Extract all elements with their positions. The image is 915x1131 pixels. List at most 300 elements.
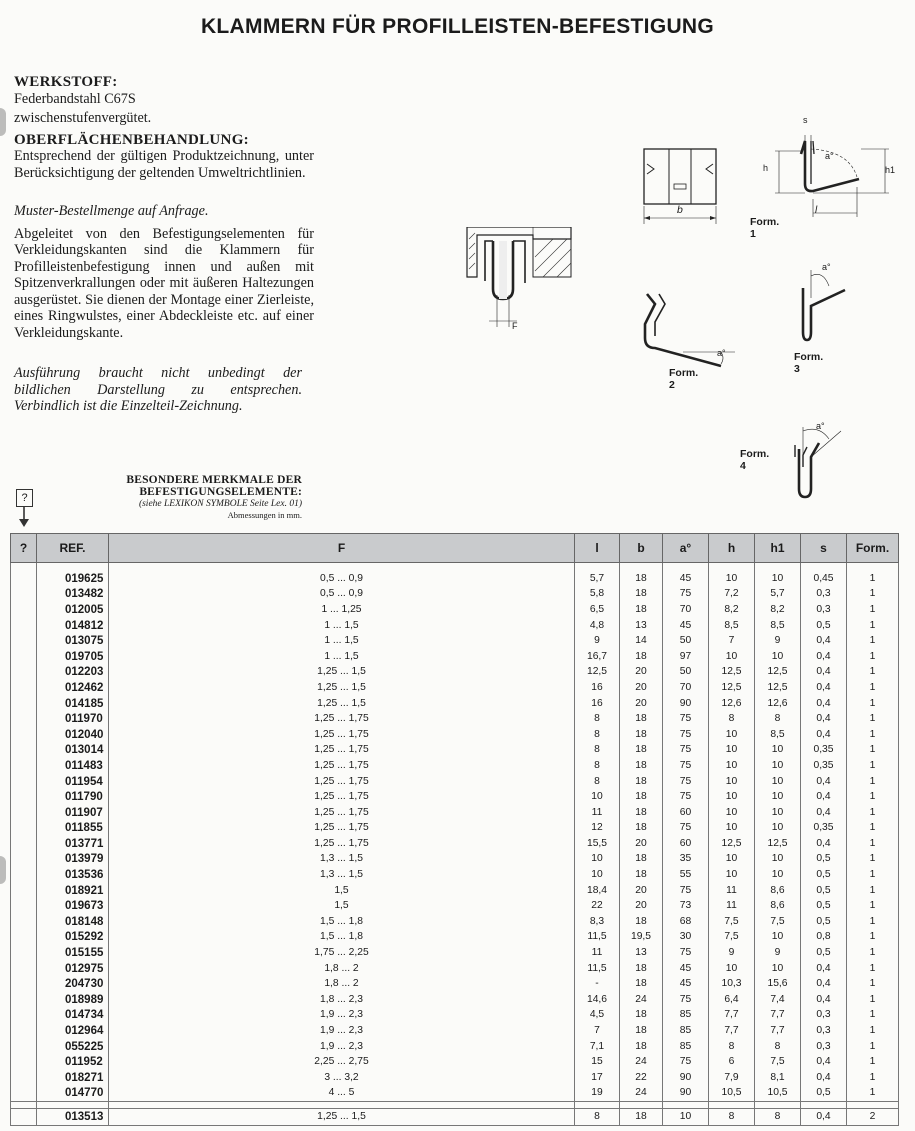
dim-a-label: a° [825,151,834,161]
form4-drawing [785,417,865,507]
cell-ref: 011790 [37,789,109,805]
cell-ref: 018989 [37,992,109,1008]
cell-h1: 9 [755,633,801,649]
cell-s: 0,4 [801,992,847,1008]
spacer-cell [847,1102,899,1109]
cell-ref: 011855 [37,821,109,837]
cell-q [11,1023,37,1039]
table-row [11,1008,899,1024]
cell-h: 12,6 [709,696,755,712]
form4-label: Form. 4 [740,448,770,472]
cell-l: 11 [575,805,620,821]
cell-b: 18 [620,774,663,790]
cell-a: 45 [663,618,709,634]
cell-form: 1 [847,883,899,899]
cell-q [11,945,37,961]
spacer-cell [37,1102,109,1109]
spacer-cell [575,1102,620,1109]
cell-ref: 014734 [37,1008,109,1024]
table-row [11,1086,899,1102]
cell-ref: 013536 [37,867,109,883]
cell-b: 20 [620,665,663,681]
cell-b: 18 [620,805,663,821]
cell-h1: 8 [755,711,801,727]
cell-s: 0,4 [801,1109,847,1126]
cell-a: 75 [663,743,709,759]
cell-l: 11 [575,945,620,961]
cell-form: 1 [847,1008,899,1024]
cell-b: 18 [620,587,663,603]
cell-l: 19 [575,1086,620,1102]
header-col-f: F [109,534,575,563]
cell-s: 0,45 [801,571,847,587]
cell-h1: 10 [755,571,801,587]
cell-a: 50 [663,633,709,649]
muster-text: Muster-Bestellmenge auf Anfrage. [14,203,209,219]
cell-form: 1 [847,961,899,977]
cell-l: 17 [575,1070,620,1086]
cell-q [11,1086,37,1102]
cell-h1: 8 [755,1109,801,1126]
cell-f: 1,3 ... 1,5 [109,852,575,868]
cell-l: 8 [575,758,620,774]
cell-a: 10 [663,1109,709,1126]
table-row [11,665,899,681]
cell-form: 1 [847,836,899,852]
table-row [11,976,899,992]
cell-s: 0,4 [801,649,847,665]
werkstoff-line-1: Federbandstahl C67S [14,90,136,107]
cell-s: 0,4 [801,680,847,696]
cell-ref: 018921 [37,883,109,899]
cell-s: 0,4 [801,836,847,852]
table-row [11,852,899,868]
spacer-cell [755,1102,801,1109]
cell-s: 0,5 [801,945,847,961]
cell-l: 11,5 [575,961,620,977]
cell-h: 10 [709,821,755,837]
cell-s: 0,4 [801,774,847,790]
cell-a: 45 [663,976,709,992]
cell-f: 1,25 ... 1,75 [109,743,575,759]
cell-h1: 8,5 [755,727,801,743]
form3-drawing [785,260,855,350]
cell-f: 1,9 ... 2,3 [109,1023,575,1039]
cell-a: 75 [663,883,709,899]
header-col-b: b [620,534,663,563]
cell-q [11,961,37,977]
cell-s: 0,4 [801,696,847,712]
spacer-cell [663,563,709,572]
cell-h1: 9 [755,945,801,961]
cell-q [11,852,37,868]
cell-form: 1 [847,1070,899,1086]
cell-h: 8 [709,711,755,727]
cell-h1: 10 [755,743,801,759]
cell-h: 10 [709,789,755,805]
cell-q [11,1070,37,1086]
cell-q [11,1054,37,1070]
cell-f: 1 ... 1,25 [109,602,575,618]
cell-l: 8 [575,711,620,727]
binder-hole [0,856,6,884]
cell-h: 10 [709,961,755,977]
table-row [11,992,899,1008]
cell-form: 1 [847,789,899,805]
cell-s: 0,4 [801,711,847,727]
cell-l: 12 [575,821,620,837]
cell-ref: 018148 [37,914,109,930]
cell-h1: 7,7 [755,1023,801,1039]
spacer-cell [755,563,801,572]
beschreibung-text: Abgeleitet von den Befestigungselementen für Verkleidungskanten sind die Klammern für Profilleistenbefestigung innen und außen mit Spitzenverkrallungen oder mit äußeren Haltezungen ausgerüstet. Sie dienen der Montage einer Zierleiste, eines Ringwulstes, einer Abdeckleiste etc. auf einer Verkleidungskante. [14,225,314,341]
cell-a: 75 [663,711,709,727]
cell-s: 0,35 [801,821,847,837]
cell-q [11,665,37,681]
cell-s: 0,4 [801,1054,847,1070]
spacer-cell [11,1102,37,1109]
cell-f: 1,9 ... 2,3 [109,1039,575,1055]
cell-f: 1,8 ... 2 [109,961,575,977]
cell-ref: 019673 [37,898,109,914]
cell-b: 24 [620,1086,663,1102]
merkmale-abmessungen: Abmessungen in mm. [227,510,302,520]
table-row [11,696,899,712]
werkstoff-line-2: zwischenstufenvergütet. [14,110,152,126]
cell-b: 19,5 [620,930,663,946]
cell-ref: 014812 [37,618,109,634]
cell-a: 90 [663,696,709,712]
cell-form: 1 [847,992,899,1008]
form2-label: Form. 2 [669,367,699,391]
cell-h: 7,7 [709,1008,755,1024]
cell-s: 0,4 [801,665,847,681]
cell-ref: 015292 [37,930,109,946]
cell-s: 0,5 [801,618,847,634]
cell-f: 1,25 ... 1,75 [109,711,575,727]
cell-f: 1,5 ... 1,8 [109,914,575,930]
cell-q [11,930,37,946]
cell-h: 12,5 [709,680,755,696]
header-col-a: a° [663,534,709,563]
cell-ref: 015155 [37,945,109,961]
table-row [11,633,899,649]
spacer-cell [37,563,109,572]
cell-form: 1 [847,1086,899,1102]
cell-form: 1 [847,571,899,587]
cell-h1: 7,4 [755,992,801,1008]
cell-h: 10 [709,774,755,790]
cell-f: 3 ... 3,2 [109,1070,575,1086]
cell-h: 7 [709,633,755,649]
cell-ref: 013482 [37,587,109,603]
cell-b: 13 [620,618,663,634]
cell-b: 18 [620,743,663,759]
binder-hole [0,108,6,136]
cell-f: 1,25 ... 1,75 [109,805,575,821]
page-title: KLAMMERN FÜR PROFILLEISTEN-BEFESTIGUNG [200,15,715,38]
oberflaeche-text: Entsprechend der gültigen Produktzeichnung, unter Berücksichtigung der geltenden Umweltrichtlinien. [14,148,314,181]
cell-h: 9 [709,945,755,961]
cell-h: 6,4 [709,992,755,1008]
cell-ref: 011952 [37,1054,109,1070]
form1-top-view [641,144,721,239]
cell-q [11,836,37,852]
cell-q [11,789,37,805]
cell-a: 75 [663,758,709,774]
cell-h: 8 [709,1109,755,1126]
cell-ref: 013979 [37,852,109,868]
cell-l: 5,8 [575,587,620,603]
cell-s: 0,5 [801,1086,847,1102]
cell-l: 10 [575,867,620,883]
cell-l: 12,5 [575,665,620,681]
cell-q [11,774,37,790]
spacer-cell [11,563,37,572]
cell-h: 7,5 [709,914,755,930]
question-icon: ? [16,489,33,507]
cell-h1: 7,5 [755,1054,801,1070]
cell-b: 18 [620,1023,663,1039]
cell-form: 1 [847,930,899,946]
cell-l: 5,7 [575,571,620,587]
cell-h1: 10 [755,649,801,665]
cell-h: 8,2 [709,602,755,618]
cell-ref: 019625 [37,571,109,587]
cell-form: 1 [847,743,899,759]
form3-a-label: a° [822,262,831,272]
cell-f: 1,9 ... 2,3 [109,1008,575,1024]
table-row [11,743,899,759]
spec-table [10,533,899,1126]
cell-s: 0,3 [801,1023,847,1039]
cell-q [11,867,37,883]
cell-h1: 5,7 [755,587,801,603]
merkmale-block [60,474,302,521]
cell-s: 0,3 [801,1039,847,1055]
cell-l: 9 [575,633,620,649]
table-row [11,789,899,805]
cell-h: 11 [709,898,755,914]
table-row [11,1054,899,1070]
spacer-cell [709,1102,755,1109]
header-col-s: s [801,534,847,563]
cell-l: 16 [575,696,620,712]
header-col-l: l [575,534,620,563]
table-row [11,914,899,930]
dim-h1-label: h1 [885,165,896,175]
cell-l: 6,5 [575,602,620,618]
cell-form: 1 [847,649,899,665]
cell-form: 1 [847,696,899,712]
cell-a: 75 [663,821,709,837]
dim-l-label: l [815,205,818,216]
cell-f: 1,25 ... 1,5 [109,680,575,696]
cell-s: 0,3 [801,587,847,603]
cell-form: 1 [847,914,899,930]
cell-q [11,1039,37,1055]
cell-s: 0,5 [801,898,847,914]
cell-l: 16,7 [575,649,620,665]
cell-ref: 012040 [37,727,109,743]
table-row [11,618,899,634]
merkmale-siehe: (siehe LEXIKON SYMBOLE Seite Lex. 01) [138,499,302,509]
cell-a: 85 [663,1023,709,1039]
cell-h: 10,3 [709,976,755,992]
cell-ref: 011907 [37,805,109,821]
cell-q [11,571,37,587]
cell-h1: 10,5 [755,1086,801,1102]
cell-h: 8,5 [709,618,755,634]
cell-s: 0,4 [801,789,847,805]
cell-f: 4 ... 5 [109,1086,575,1102]
cell-h: 10 [709,852,755,868]
cell-l: 8 [575,1109,620,1126]
cell-h: 10 [709,571,755,587]
cell-l: 15,5 [575,836,620,852]
table-row [11,898,899,914]
spacer-cell [620,1102,663,1109]
spacer-cell [801,563,847,572]
cell-form: 1 [847,898,899,914]
cell-ref: 018271 [37,1070,109,1086]
cell-q [11,680,37,696]
cell-h: 10 [709,649,755,665]
werkstoff-heading: WERKSTOFF: [14,74,118,90]
cell-q [11,649,37,665]
cell-l: 11,5 [575,930,620,946]
cell-h1: 10 [755,852,801,868]
table-row [11,587,899,603]
cell-b: 20 [620,836,663,852]
table-row [11,680,899,696]
table-row [11,571,899,587]
cell-form: 1 [847,945,899,961]
table-spacer [11,1102,899,1109]
table-row [11,774,899,790]
cell-form: 1 [847,680,899,696]
cell-b: 18 [620,602,663,618]
header-col-ref: REF. [37,534,109,563]
cell-s: 0,4 [801,961,847,977]
cell-h: 10 [709,758,755,774]
form4-a-label: a° [816,421,825,431]
cell-h: 8 [709,1039,755,1055]
cell-ref: 011483 [37,758,109,774]
cell-h: 12,5 [709,665,755,681]
merkmale-line-2: BEFESTIGUNGSELEMENTE: [139,486,302,498]
cell-ref: 019705 [37,649,109,665]
cell-form: 2 [847,1109,899,1126]
cell-s: 0,4 [801,1070,847,1086]
cell-l: 10 [575,852,620,868]
table-row [11,1070,899,1086]
cell-ref: 013513 [37,1109,109,1126]
cell-h1: 12,5 [755,836,801,852]
cell-q [11,883,37,899]
cell-l: 8 [575,743,620,759]
cell-f: 1,3 ... 1,5 [109,867,575,883]
cell-f: 1,25 ... 1,5 [109,696,575,712]
cell-b: 18 [620,1039,663,1055]
cell-s: 0,3 [801,602,847,618]
cell-s: 0,5 [801,914,847,930]
hinweis-text: Ausführung braucht nicht unbedingt der bildlichen Darstellung zu entsprechen. Verbindlich ist die Einzelteil-Zeichnung. [14,365,302,414]
cell-l: 4,8 [575,618,620,634]
table-row [11,867,899,883]
table-row [11,711,899,727]
cell-form: 1 [847,711,899,727]
cell-q [11,602,37,618]
cell-l: 8 [575,774,620,790]
cell-h: 10 [709,743,755,759]
table-row [11,1039,899,1055]
table-row [11,727,899,743]
cell-h1: 8,2 [755,602,801,618]
cell-a: 45 [663,571,709,587]
cell-ref: 012975 [37,961,109,977]
cell-b: 18 [620,571,663,587]
cell-l: 10 [575,789,620,805]
cell-f: 2,25 ... 2,75 [109,1054,575,1070]
cell-h: 7,7 [709,1023,755,1039]
cell-form: 1 [847,727,899,743]
cell-ref: 012964 [37,1023,109,1039]
cell-b: 18 [620,1008,663,1024]
cell-h: 7,5 [709,930,755,946]
cell-ref: 012203 [37,665,109,681]
cell-b: 18 [620,976,663,992]
cell-l: - [575,976,620,992]
header-col-h: h [709,534,755,563]
cell-ref: 055225 [37,1039,109,1055]
cell-l: 4,5 [575,1008,620,1024]
cell-q [11,727,37,743]
cell-h: 6 [709,1054,755,1070]
cell-q [11,805,37,821]
cell-f: 1,5 [109,898,575,914]
table-row [11,930,899,946]
cell-f: 1 ... 1,5 [109,633,575,649]
cell-l: 16 [575,680,620,696]
cell-h1: 8,6 [755,883,801,899]
cell-ref: 014770 [37,1086,109,1102]
dim-b-label: b [677,204,683,216]
cell-s: 0,35 [801,743,847,759]
cell-form: 1 [847,976,899,992]
cell-f: 1,25 ... 1,75 [109,774,575,790]
cell-f: 1,25 ... 1,5 [109,665,575,681]
cell-h1: 7,7 [755,1008,801,1024]
cell-h: 10 [709,867,755,883]
cell-s: 0,4 [801,805,847,821]
header-col-form: Form. [847,534,899,563]
cell-f: 1,25 ... 1,5 [109,1109,575,1126]
cell-a: 85 [663,1039,709,1055]
cell-f: 0,5 ... 0,9 [109,587,575,603]
cell-h: 7,2 [709,587,755,603]
spacer-cell [709,563,755,572]
cell-b: 18 [620,961,663,977]
cell-q [11,758,37,774]
oberflaeche-heading: OBERFLÄCHENBEHANDLUNG: [14,131,249,148]
form2-drawing [635,290,745,370]
cell-form: 1 [847,633,899,649]
cell-b: 18 [620,867,663,883]
cell-h: 10 [709,727,755,743]
spacer-cell [663,1102,709,1109]
table-row [11,602,899,618]
